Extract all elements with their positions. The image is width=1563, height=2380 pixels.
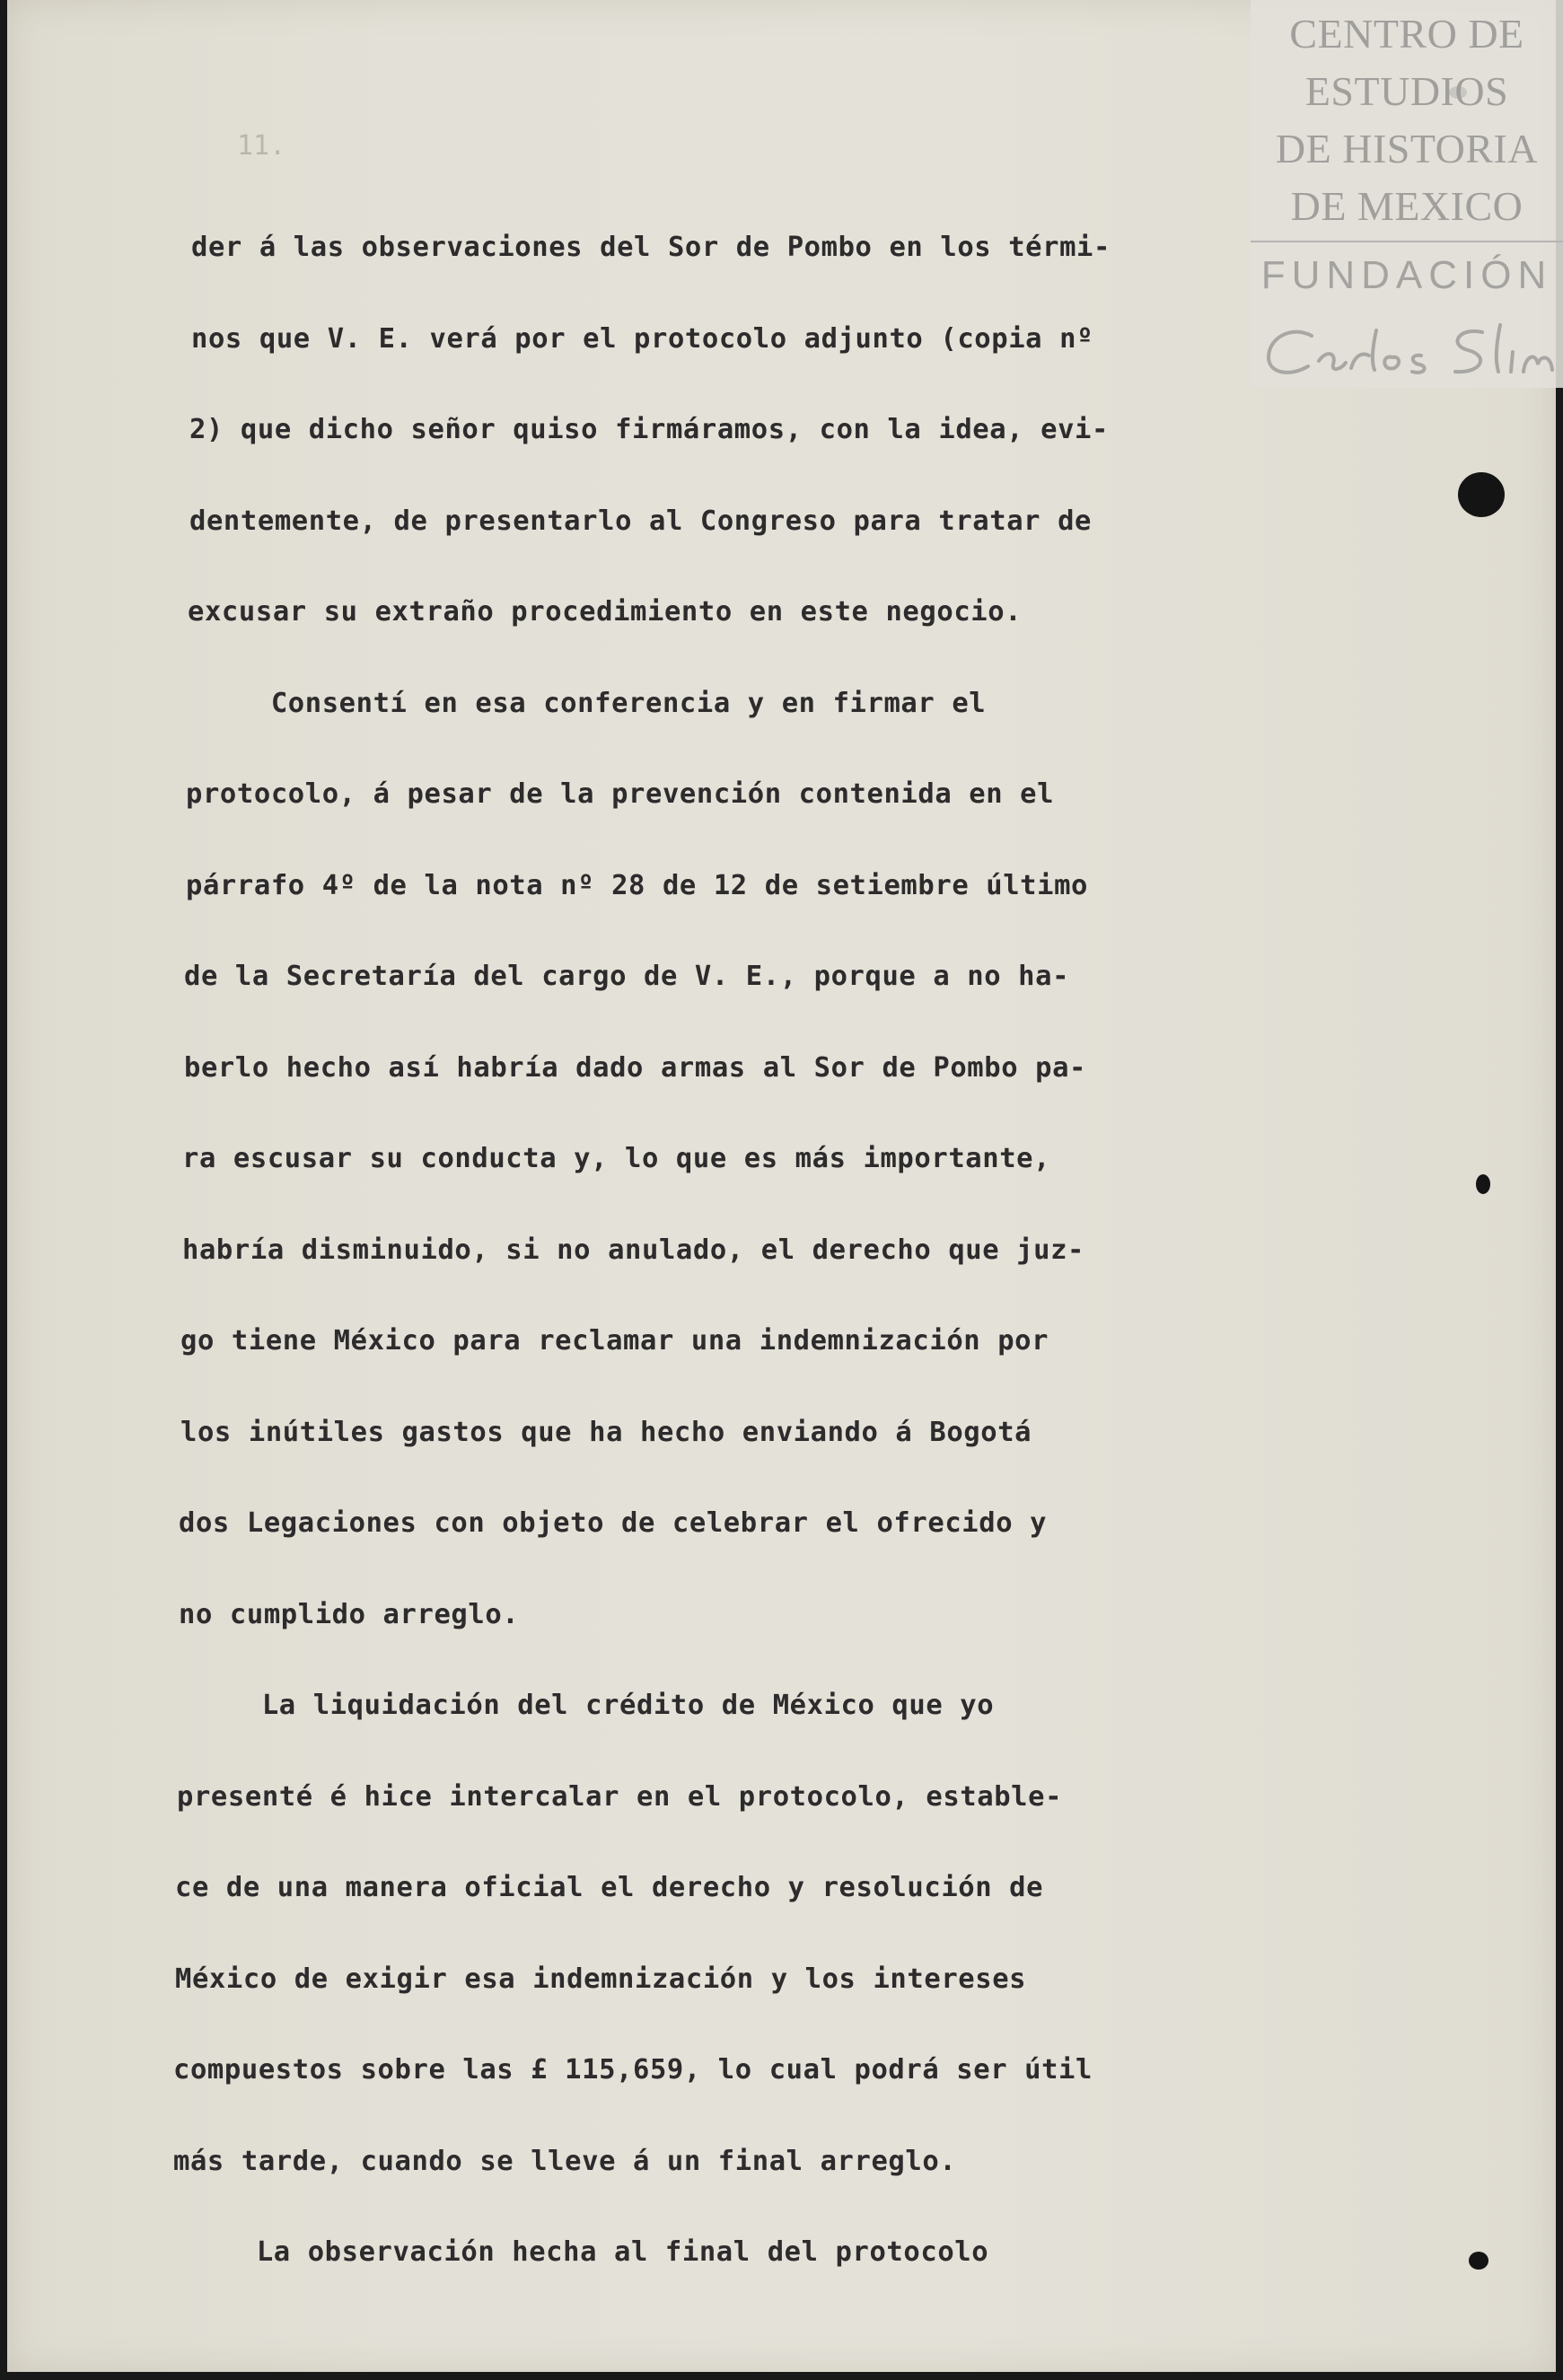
punch-hole [1476,1174,1490,1194]
text-line: ce de una manera oficial el derecho y resolución de [175,1872,1044,1903]
stamp-line: ESTUDIOS [1304,68,1509,114]
signature-logo-icon [1256,316,1563,388]
text-line: dentemente, de presentarlo al Congreso para tratar de [189,505,1093,537]
text-line: de la Secretaría del cargo de V. E., porque a no ha- [184,961,1070,992]
text-line: los inútiles gastos que ha hecho enviando á Bogotá [180,1417,1032,1448]
text-line: presenté é hice intercalar en el protocolo, estable- [177,1781,1063,1813]
archive-watermark-stamp [1251,0,1563,388]
text-line: compuestos sobre las £ 115,659, lo cual podrá ser útil [173,2054,1093,2086]
stamp-line: DE HISTORIA [1275,126,1539,171]
stamp-line: DE MEXICO [1290,183,1523,229]
text-line: excusar su extraño procedimiento en este negocio. [188,596,1023,628]
text-line: 2) que dicho señor quiso firmáramos, con la idea, evi- [189,414,1109,445]
text-line: Consentí en esa conferencia y en firmar el [186,688,987,719]
text-line: dos Legaciones con objeto de celebrar el ofrecido y [179,1507,1048,1539]
text-line: berlo hecho así habría dado armas al Sor de Pombo pa- [184,1052,1087,1084]
page-number: 11. [237,130,286,162]
text-line: nos que V. E. verá por el protocolo adjunto (copia nº [191,323,1094,355]
text-line: habría disminuido, si no anulado, el derecho que juz- [182,1234,1085,1266]
text-line: México de exigir esa indemnización y los intereses [175,1963,1027,1995]
stamp-foundation-label: FUNDACIÓN [1260,253,1553,297]
text-line: no cumplido arreglo. [179,1599,520,1630]
punch-hole [1469,2252,1488,2270]
text-line: La liquidación del crédito de México que yo [177,1690,995,1721]
text-line: La observación hecha al final del protocolo [171,2236,989,2268]
stamp-divider [1251,241,1563,242]
text-line: más tarde, cuando se lleve á un final arreglo. [173,2146,957,2177]
text-line: go tiene México para reclamar una indemnización por [180,1325,1049,1357]
text-line: der á las observaciones del Sor de Pombo en los térmi- [191,232,1111,263]
text-line: párrafo 4º de la nota nº 28 de 12 de setiembre último [186,870,1089,901]
text-line: protocolo, á pesar de la prevención contenida en el [186,778,1055,810]
punch-hole [1458,472,1505,517]
text-line: ra escusar su conducta y, lo que es más importante, [182,1143,1051,1174]
stamp-line: CENTRO DE [1289,11,1524,57]
